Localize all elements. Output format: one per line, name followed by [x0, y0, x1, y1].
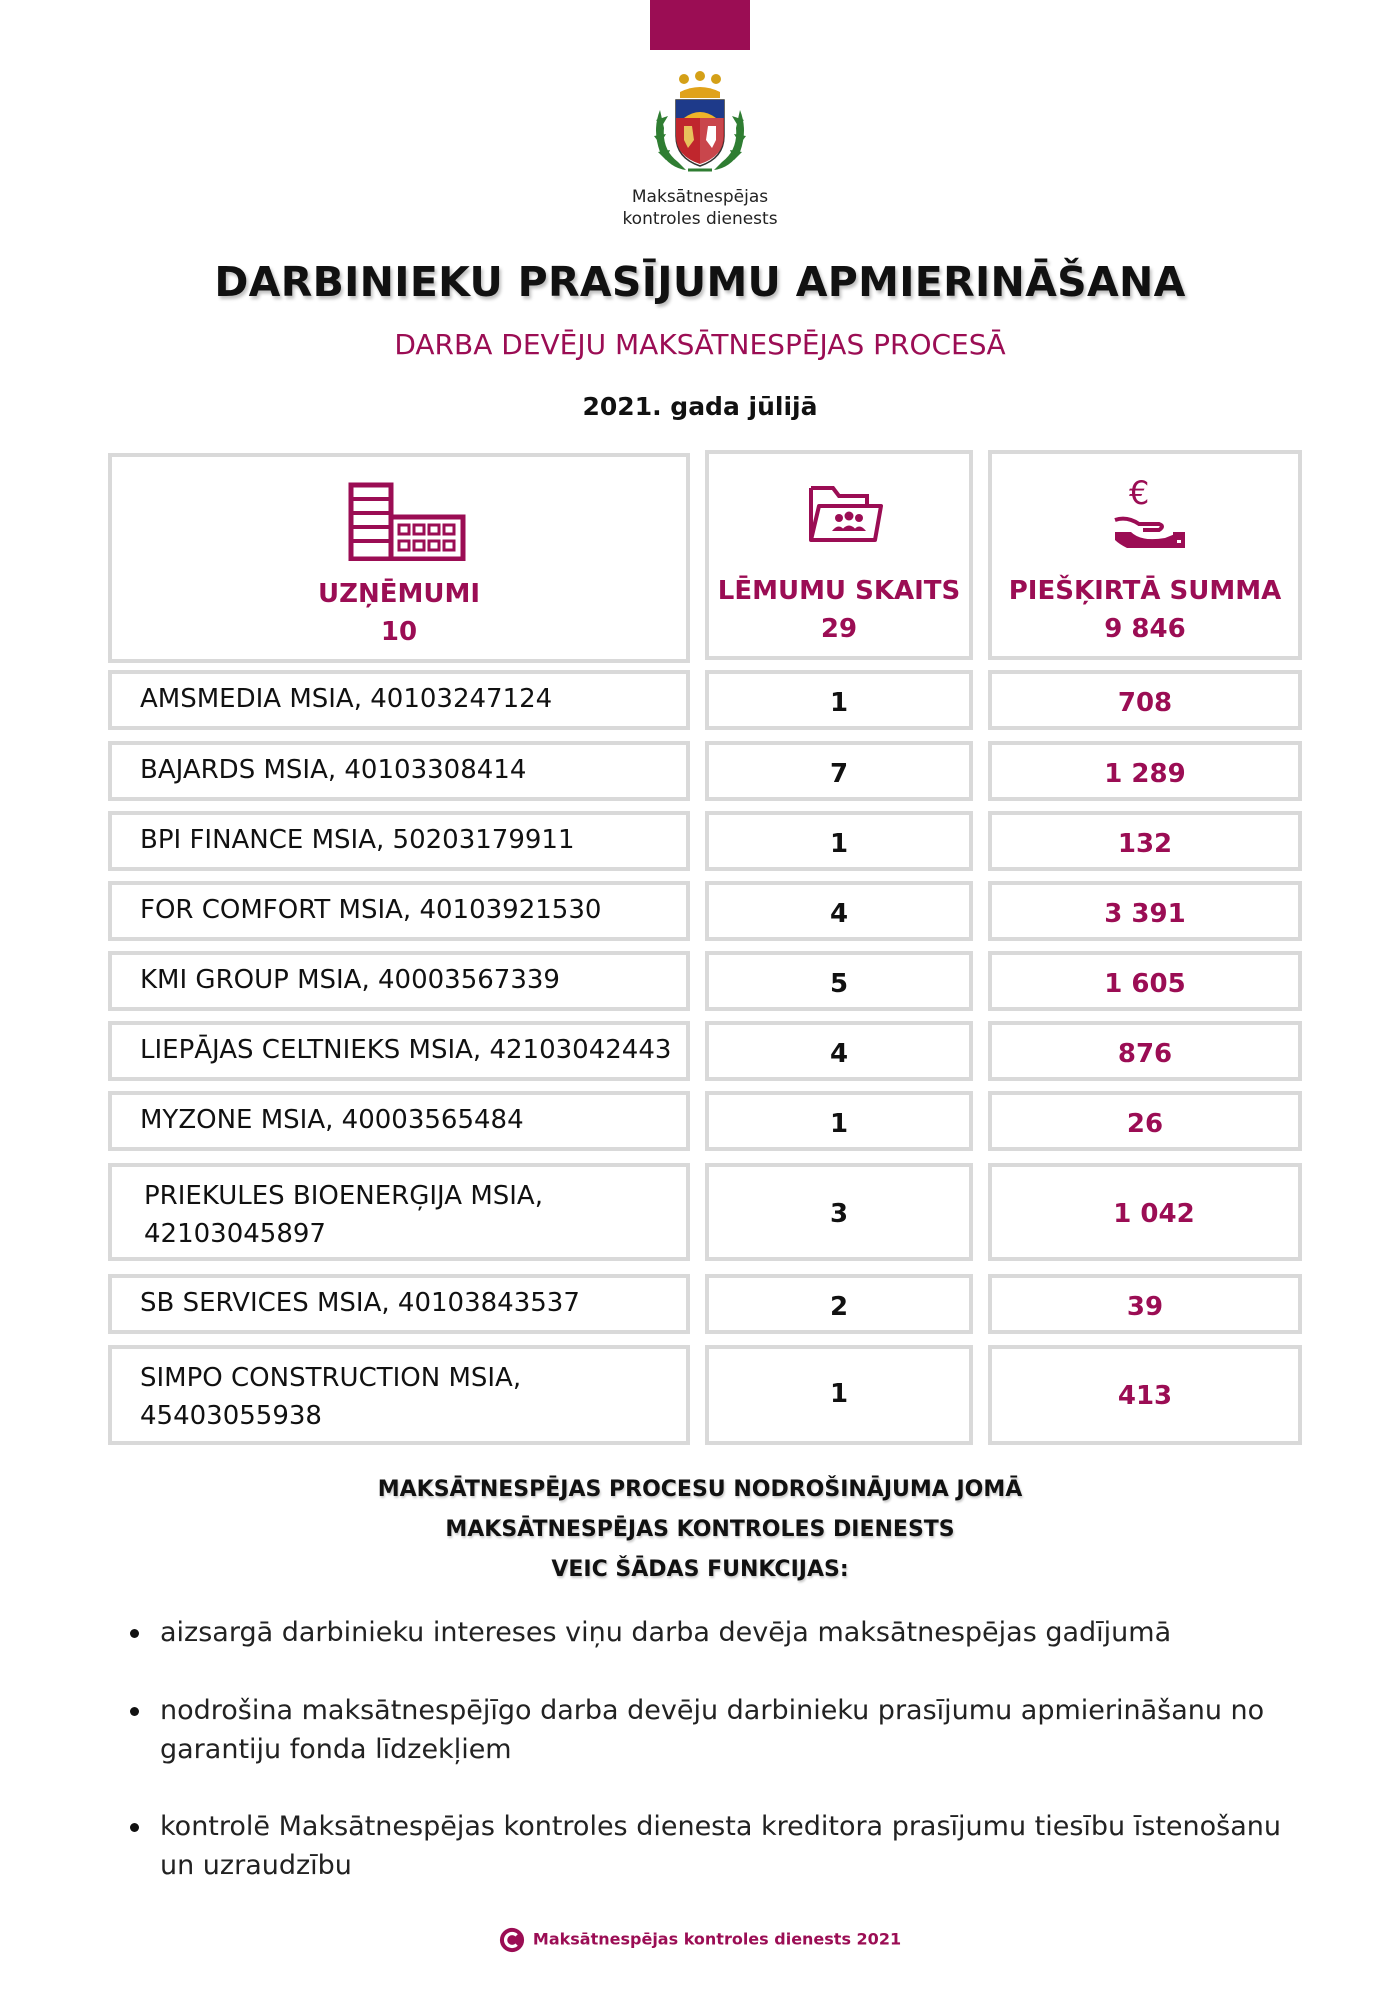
- table-row-amount: [988, 1345, 1302, 1445]
- header-decisions-label: LĒMUMU SKAITS: [717, 576, 961, 606]
- awarded-amount: 26: [1126, 1109, 1164, 1139]
- awarded-amount: 413: [1117, 1381, 1173, 1411]
- coat-of-arms-logo: [648, 70, 752, 180]
- decisions-count: 1: [829, 1379, 849, 1409]
- footer-text: Maksātnespējas kontroles dienests 2021: [532, 1929, 902, 1949]
- table-row-company: [108, 1021, 690, 1081]
- company-name: SB SERVICES MSIA, 40103843537: [140, 1288, 580, 1318]
- awarded-amount: 39: [1126, 1292, 1164, 1322]
- company-name: FOR COMFORT MSIA, 40103921530: [140, 895, 602, 925]
- decisions-count: 3: [829, 1199, 849, 1229]
- footer: [0, 1927, 1400, 1953]
- company-name: BAJARDS MSIA, 40103308414: [140, 755, 527, 785]
- list-item-text: nodrošina maksātnespējīgo darba devēju darbinieku prasījumu apmierināšanu no garantiju fonda līdzekļiem: [160, 1695, 1265, 1765]
- awarded-amount: 1 605: [1104, 969, 1186, 999]
- header-companies-cell: [108, 453, 690, 663]
- decisions-count: 1: [829, 829, 849, 859]
- table-row-amount: [988, 1091, 1302, 1151]
- company-name: LIEPĀJAS CELTNIEKS MSIA, 42103042443: [140, 1035, 672, 1065]
- period-label: 2021. gada jūlijā: [582, 392, 818, 421]
- awarded-amount: 876: [1117, 1039, 1173, 1069]
- table-row-amount: [988, 670, 1302, 730]
- copyright-icon: [499, 1927, 525, 1953]
- company-name-line1: SIMPO CONSTRUCTION MSIA,: [140, 1363, 522, 1393]
- decisions-count: 7: [829, 759, 849, 789]
- list-item-text: kontrolē Maksātnespējas kontroles dienesta kreditora prasījumu tiesību īstenošanu un uzraudzību: [160, 1811, 1281, 1881]
- company-name-line1: PRIEKULES BIOENERĢIJA MSIA,: [144, 1181, 543, 1211]
- table-row-amount: [988, 1274, 1302, 1334]
- header-companies-total: 10: [380, 617, 418, 647]
- awarded-amount: 3 391: [1104, 899, 1186, 929]
- table-row-company: [108, 670, 690, 730]
- decisions-count: 4: [829, 1039, 849, 1069]
- table-row-company: [108, 811, 690, 871]
- table-row-decisions: [705, 741, 973, 801]
- table-row-amount: [988, 1163, 1302, 1261]
- building-icon: [347, 481, 467, 561]
- decisions-count: 4: [829, 899, 849, 929]
- table-row-decisions: [705, 811, 973, 871]
- bullet-dot: [130, 1707, 139, 1716]
- table-row-decisions: [705, 1021, 973, 1081]
- company-name: KMI GROUP MSIA, 40003567339: [140, 965, 560, 995]
- table-row-decisions: [705, 951, 973, 1011]
- table-row-amount: [988, 741, 1302, 801]
- table-row-company: [108, 1345, 690, 1445]
- functions-heading-line1: MAKSĀTNESPĒJAS PROCESU NODROŠINĀJUMA JOMĀ: [377, 1477, 1023, 1502]
- list-item-text: aizsargā darbinieku intereses viņu darba devēja maksātnespējas gadījumā: [160, 1617, 1172, 1648]
- decisions-count: 2: [829, 1292, 849, 1322]
- org-name-line2: kontroles dienests: [622, 209, 778, 229]
- decisions-count: 5: [829, 969, 849, 999]
- bullet-dot: [130, 1823, 139, 1832]
- table-row-decisions: [705, 881, 973, 941]
- table-row-company: [108, 951, 690, 1011]
- company-name: MYZONE MSIA, 40003565484: [140, 1105, 524, 1135]
- page-title: DARBINIEKU PRASĪJUMU APMIERINĀŠANA: [214, 258, 1186, 306]
- functions-heading-line3: VEIC ŠĀDAS FUNKCIJAS:: [551, 1557, 849, 1582]
- table-row-amount: [988, 1021, 1302, 1081]
- decisions-count: 1: [829, 1109, 849, 1139]
- functions-heading: [0, 1470, 1400, 1590]
- bullet-dot: [130, 1629, 139, 1638]
- table-row-company: [108, 741, 690, 801]
- header-amount-label: PIEŠĶIRTĀ SUMMA: [1008, 576, 1282, 606]
- svg-text:€: €: [1129, 474, 1150, 512]
- table-row-decisions: [705, 1163, 973, 1261]
- company-name: BPI FINANCE MSIA, 50203179911: [140, 825, 575, 855]
- functions-heading-line2: MAKSĀTNESPĒJAS KONTROLES DIENESTS: [445, 1517, 955, 1542]
- header-decisions-total: 29: [820, 614, 858, 644]
- org-name: [500, 186, 900, 230]
- header-amount-total: 9 846: [1104, 614, 1186, 644]
- decisions-count: 1: [829, 688, 849, 718]
- table-row-company: [108, 1091, 690, 1151]
- header-decisions-cell: [705, 450, 973, 660]
- table-row-company: [108, 1274, 690, 1334]
- table-row-amount: [988, 881, 1302, 941]
- top-accent-bar: [650, 0, 750, 50]
- header-amount-cell: [988, 450, 1302, 660]
- table-row-decisions: [705, 1345, 973, 1445]
- company-name: AMSMEDIA MSIA, 40103247124: [140, 684, 553, 714]
- awarded-amount: 1 042: [1113, 1199, 1195, 1229]
- org-name-line1: Maksātnespējas: [631, 187, 769, 207]
- awarded-amount: 708: [1117, 688, 1173, 718]
- table-row-decisions: [705, 1274, 973, 1334]
- company-name-line2: 45403055938: [140, 1401, 322, 1431]
- folder-people-icon: [805, 480, 885, 546]
- awarded-amount: 132: [1117, 829, 1173, 859]
- euro-hand-icon: [1109, 474, 1189, 554]
- page-subtitle: DARBA DEVĒJU MAKSĀTNESPĒJAS PROCESĀ: [394, 328, 1006, 361]
- header-companies-label: UZŅĒMUMI: [317, 579, 481, 609]
- table-row-amount: [988, 951, 1302, 1011]
- table-row-amount: [988, 811, 1302, 871]
- table-row-company: [108, 881, 690, 941]
- company-name-line2: 42103045897: [144, 1219, 326, 1249]
- table-row-decisions: [705, 670, 973, 730]
- awarded-amount: 1 289: [1104, 759, 1186, 789]
- table-row-decisions: [705, 1091, 973, 1151]
- table-row-company: [108, 1163, 690, 1261]
